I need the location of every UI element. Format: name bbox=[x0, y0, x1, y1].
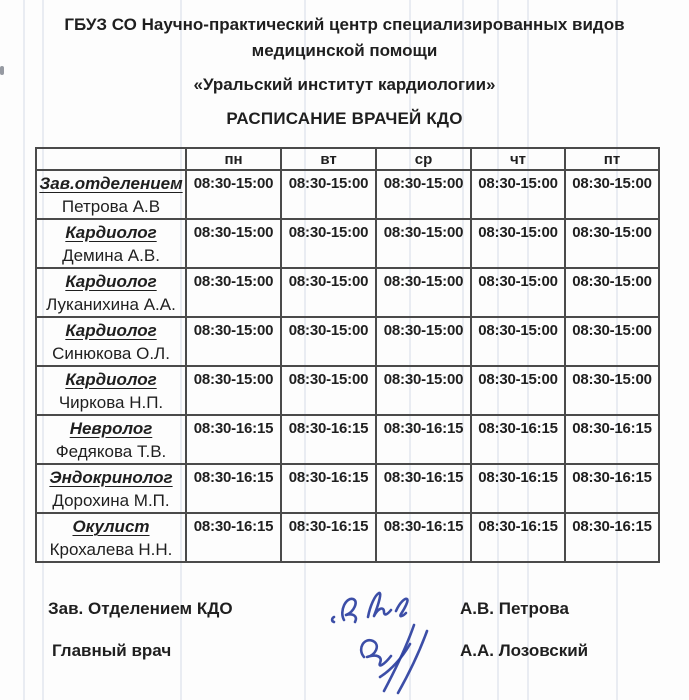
org-name-line2: медицинской помощи bbox=[251, 41, 438, 60]
doctor-name: Федякова Т.В. bbox=[55, 442, 167, 461]
time-cell: 08:30-16:15 bbox=[281, 415, 376, 464]
time-cell: 08:30-15:00 bbox=[281, 219, 376, 268]
time-cell: 08:30-15:00 bbox=[186, 268, 281, 317]
time-cell: 08:30-15:00 bbox=[376, 317, 471, 366]
time-cell: 08:30-16:15 bbox=[376, 464, 471, 513]
doctor-cell bbox=[36, 464, 186, 513]
time-cell: 08:30-15:00 bbox=[376, 366, 471, 415]
doctor-specialty: Окулист bbox=[72, 517, 150, 536]
table-row bbox=[36, 366, 659, 415]
doctor-specialty: Невролог bbox=[69, 419, 153, 438]
time-cell: 08:30-16:15 bbox=[281, 464, 376, 513]
time-cell: 08:30-15:00 bbox=[565, 366, 659, 415]
time-cell: 08:30-15:00 bbox=[471, 219, 565, 268]
footer-name-lozovsky: А.А. Лозовский bbox=[460, 641, 589, 660]
doctor-specialty: Кардиолог bbox=[65, 370, 157, 389]
doctor-cell bbox=[36, 415, 186, 464]
time-cell: 08:30-16:15 bbox=[186, 513, 281, 562]
time-cell: 08:30-15:00 bbox=[376, 219, 471, 268]
table-header-row bbox=[36, 148, 659, 170]
doctor-name: Крохалева Н.Н. bbox=[49, 540, 173, 559]
doctor-column-header bbox=[36, 148, 186, 170]
footer-role-head-of-department: Зав. Отделением КДО bbox=[48, 599, 233, 618]
table-row bbox=[36, 317, 659, 366]
page-title: РАСПИСАНИЕ ВРАЧЕЙ КДО bbox=[226, 109, 463, 128]
time-cell: 08:30-16:15 bbox=[471, 415, 565, 464]
table-row bbox=[36, 219, 659, 268]
time-cell: 08:30-15:00 bbox=[471, 317, 565, 366]
time-cell: 08:30-16:15 bbox=[186, 464, 281, 513]
time-cell: 08:30-16:15 bbox=[281, 513, 376, 562]
time-cell: 08:30-16:15 bbox=[565, 464, 659, 513]
footer-name-petrova: А.В. Петрова bbox=[460, 599, 569, 618]
handwritten-signature-icon bbox=[320, 577, 452, 697]
time-cell: 08:30-16:15 bbox=[471, 513, 565, 562]
time-cell: 08:30-15:00 bbox=[186, 317, 281, 366]
table-row bbox=[36, 513, 659, 562]
institute-name: «Уральский институт кардиологии» bbox=[193, 75, 496, 94]
table-row bbox=[36, 268, 659, 317]
document-header bbox=[0, 12, 689, 129]
day-header-wed: ср bbox=[376, 148, 471, 170]
day-header-mon: пн bbox=[186, 148, 281, 170]
doctor-specialty: Кардиолог bbox=[65, 272, 157, 291]
doctor-cell bbox=[36, 366, 186, 415]
time-cell: 08:30-15:00 bbox=[186, 219, 281, 268]
doctor-name: Синюкова О.Л. bbox=[52, 344, 170, 363]
doctors-schedule-table bbox=[35, 147, 660, 563]
time-cell: 08:30-15:00 bbox=[281, 366, 376, 415]
doctor-cell bbox=[36, 170, 186, 219]
time-cell: 08:30-16:15 bbox=[376, 513, 471, 562]
table-row bbox=[36, 464, 659, 513]
time-cell: 08:30-15:00 bbox=[186, 170, 281, 219]
time-cell: 08:30-15:00 bbox=[281, 317, 376, 366]
org-name-line1: ГБУЗ СО Научно-практический центр специализированных видов bbox=[64, 15, 625, 34]
doctor-name: Дорохина М.П. bbox=[52, 491, 170, 510]
time-cell: 08:30-16:15 bbox=[565, 415, 659, 464]
doctor-name: Демина А.В. bbox=[62, 246, 160, 265]
day-header-fri: пт bbox=[565, 148, 659, 170]
doctor-specialty: Кардиолог bbox=[65, 223, 157, 242]
time-cell: 08:30-15:00 bbox=[281, 170, 376, 219]
footer-role-chief-doctor: Главный врач bbox=[52, 641, 172, 660]
time-cell: 08:30-15:00 bbox=[565, 170, 659, 219]
day-header-thu: чт bbox=[471, 148, 565, 170]
time-cell: 08:30-15:00 bbox=[471, 268, 565, 317]
doctor-cell bbox=[36, 317, 186, 366]
day-header-tue: вт bbox=[281, 148, 376, 170]
doctor-cell bbox=[36, 219, 186, 268]
doctor-specialty: Кардиолог bbox=[65, 321, 157, 340]
time-cell: 08:30-16:15 bbox=[186, 415, 281, 464]
time-cell: 08:30-15:00 bbox=[281, 268, 376, 317]
time-cell: 08:30-15:00 bbox=[471, 366, 565, 415]
doctor-specialty: Зав.отделением bbox=[39, 174, 183, 193]
doctor-name: Луканихина А.А. bbox=[46, 295, 176, 314]
time-cell: 08:30-15:00 bbox=[471, 170, 565, 219]
time-cell: 08:30-15:00 bbox=[565, 268, 659, 317]
time-cell: 08:30-15:00 bbox=[376, 170, 471, 219]
time-cell: 08:30-16:15 bbox=[565, 513, 659, 562]
table-row bbox=[36, 415, 659, 464]
time-cell: 08:30-16:15 bbox=[376, 415, 471, 464]
time-cell: 08:30-15:00 bbox=[186, 366, 281, 415]
time-cell: 08:30-15:00 bbox=[376, 268, 471, 317]
time-cell: 08:30-15:00 bbox=[565, 219, 659, 268]
time-cell: 08:30-16:15 bbox=[471, 464, 565, 513]
doctor-specialty: Эндокринолог bbox=[49, 468, 173, 487]
doctor-cell bbox=[36, 268, 186, 317]
doctor-name: Чиркова Н.П. bbox=[58, 393, 164, 412]
table-row bbox=[36, 170, 659, 219]
doctor-name: Петрова А.В bbox=[61, 197, 161, 216]
time-cell: 08:30-15:00 bbox=[565, 317, 659, 366]
doctor-cell bbox=[36, 513, 186, 562]
